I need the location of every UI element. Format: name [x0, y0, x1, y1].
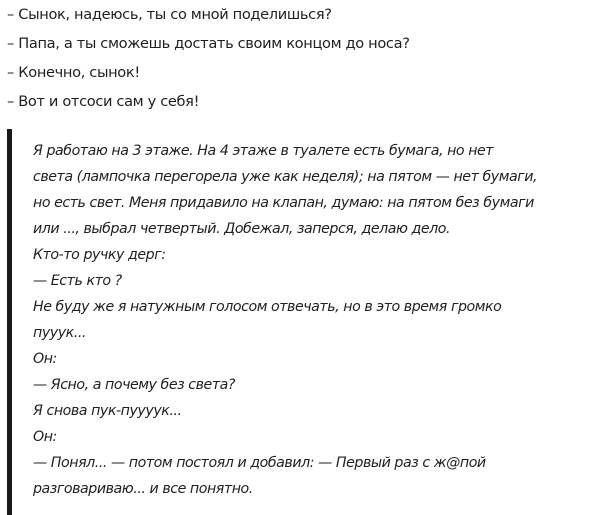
quote-line: Он:: [33, 351, 57, 367]
quote-line: Кто-то ручку дерг:: [33, 247, 166, 263]
quote-line: — Понял... — потом постоял и добавил: — Первый раз с ж@пой: [33, 455, 486, 471]
quote-line: Не буду же я натужным голосом отвечать, но в это время громко: [33, 299, 502, 315]
dialog-block: [7, 0, 597, 116]
dialog-line: – Вот и отсоси сам у себя!: [7, 93, 200, 110]
quote-line: Он:: [33, 429, 57, 445]
quote-line: — Ясно, а почему без света?: [33, 377, 235, 393]
quote-line: — Есть кто ?: [33, 273, 122, 289]
quote-line: Я снова пук-пуууук...: [33, 403, 182, 419]
blockquote: [7, 129, 597, 515]
quote-text: [33, 138, 599, 502]
quote-line: разговариваю... и все понятно.: [33, 481, 253, 497]
quote-line: или ..., выбрал четвертый. Добежал, заперся, делаю дело.: [33, 221, 451, 237]
quote-line: но есть свет. Меня придавило на клапан, думаю: на пятом без бумаги: [33, 195, 534, 211]
dialog-line: – Сынок, надеюсь, ты со мной поделишься?: [7, 6, 332, 23]
quote-line: пууук...: [33, 325, 86, 341]
quote-line: Я работаю на 3 этаже. На 4 этаже в туалете есть бумага, но нет: [33, 143, 494, 159]
dialog-line: – Конечно, сынок!: [7, 64, 140, 81]
quote-bar: [7, 129, 12, 515]
dialog-line: – Папа, а ты сможешь достать своим концом до носа?: [7, 35, 410, 52]
quote-line: света (лампочка перегорела уже как неделя); на пятом — нет бумаги,: [33, 169, 538, 185]
